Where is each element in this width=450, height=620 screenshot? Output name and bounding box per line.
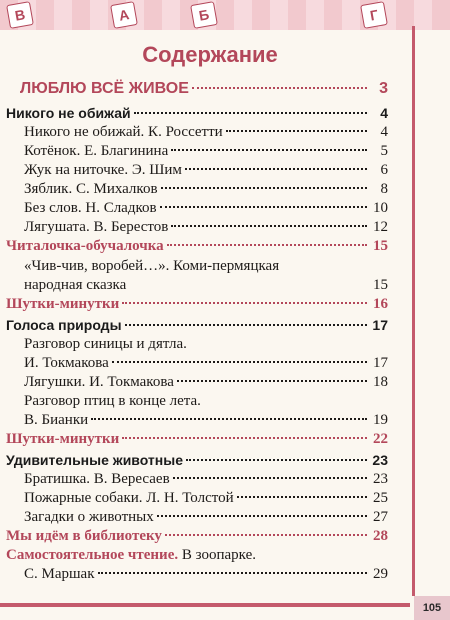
dot-leader	[91, 417, 367, 420]
letter-tile-icon: В	[6, 1, 34, 29]
toc-page: 23	[372, 452, 388, 468]
letter-tile-icon: А	[110, 1, 138, 29]
toc-pink-heading[interactable]	[6, 238, 388, 256]
dot-leader	[186, 458, 367, 461]
toc-page: 18	[373, 374, 388, 390]
toc-label: Котёнок. Е. Благинина	[24, 143, 169, 159]
toc-label: Лягушата. В. Берестов	[24, 219, 169, 235]
dot-leader	[161, 186, 367, 189]
toc-label: Никого не обижай. К. Россетти	[24, 124, 223, 140]
decorative-top-band	[0, 0, 450, 30]
toc-section-heading[interactable]	[6, 105, 388, 123]
dot-leader	[160, 205, 367, 208]
toc-label: С. Маршак	[24, 566, 95, 582]
toc-label: В зоопарке.	[178, 547, 256, 563]
toc-entry-line[interactable]: Разговор птиц в конце лета.	[24, 393, 201, 409]
toc-label: Читалочка-обучалочка	[6, 238, 164, 254]
toc-page: 19	[373, 412, 388, 428]
dot-leader	[226, 129, 367, 132]
toc-page: 17	[373, 355, 388, 371]
dot-leader	[167, 243, 367, 246]
toc-entry[interactable]	[24, 143, 388, 161]
toc-label: Лягушки. И. Токмакова	[24, 374, 174, 390]
page-frame-line	[412, 26, 415, 596]
toc-label: народная сказка	[24, 277, 127, 293]
letter-tile-icon: Г	[360, 1, 388, 29]
toc-page: 4	[380, 105, 388, 121]
toc-page: 15	[373, 277, 388, 293]
toc-page: 25	[373, 490, 388, 506]
dot-leader	[112, 360, 367, 363]
toc-pink-label: Самостоятельное чтение.	[6, 547, 179, 563]
toc-page: 17	[372, 317, 388, 333]
toc-page: 12	[373, 219, 388, 235]
toc-section-heading[interactable]	[6, 452, 388, 470]
dot-leader	[122, 436, 367, 439]
toc-page: 28	[373, 528, 388, 544]
toc-label: Мы идём в библиотеку	[6, 528, 162, 544]
toc-label: Без слов. Н. Сладков	[24, 200, 157, 216]
toc-page: 10	[373, 200, 388, 216]
dot-leader	[185, 167, 367, 170]
dot-leader	[171, 148, 367, 151]
toc-label: Пожарные собаки. Л. Н. Толстой	[24, 490, 234, 506]
toc-label: Загадки о животных	[24, 509, 154, 525]
dot-leader	[157, 514, 367, 517]
toc-page: 23	[373, 471, 388, 487]
dot-leader	[173, 476, 367, 479]
dot-leader	[237, 495, 367, 498]
toc-entry[interactable]	[24, 412, 388, 430]
dot-leader	[192, 86, 367, 89]
toc-page: 27	[373, 509, 388, 525]
toc-label: Зяблик. С. Михалков	[24, 181, 158, 197]
toc-entry[interactable]	[24, 277, 388, 295]
toc-page: 16	[373, 296, 388, 312]
toc-section-heading[interactable]	[6, 317, 388, 335]
toc-page: 3	[379, 80, 388, 97]
toc-label: В. Бианки	[24, 412, 89, 428]
toc-pink-heading[interactable]	[6, 431, 388, 449]
dot-leader	[125, 323, 367, 326]
toc-entry[interactable]	[24, 374, 388, 392]
toc-entry[interactable]	[24, 181, 388, 199]
toc-label: ЛЮБЛЮ ВСЁ ЖИВОЕ	[20, 80, 189, 97]
dot-leader	[171, 224, 367, 227]
toc-entry[interactable]	[24, 471, 388, 489]
dot-leader	[177, 379, 367, 382]
toc-entry[interactable]	[24, 509, 388, 527]
toc-entry[interactable]	[24, 200, 388, 218]
toc-label: Жук на ниточке. Э. Шим	[24, 162, 182, 178]
toc-label: Шутки-минутки	[6, 431, 120, 447]
dot-leader	[165, 533, 367, 536]
dot-leader	[122, 301, 367, 304]
toc-label: Голоса природы	[6, 317, 122, 333]
toc-label: Удивительные животные	[6, 452, 183, 468]
toc-entry[interactable]	[24, 219, 388, 237]
page-bottom-bar	[0, 603, 410, 607]
toc-entry[interactable]	[24, 566, 388, 584]
toc-pink-heading[interactable]	[6, 528, 388, 546]
toc-pink-heading[interactable]	[6, 296, 388, 314]
toc-page: 29	[373, 566, 388, 582]
toc-label: Шутки-минутки	[6, 296, 120, 312]
toc-page: 15	[373, 238, 388, 254]
toc-part-heading[interactable]	[20, 80, 388, 98]
toc-entry[interactable]	[24, 490, 388, 508]
toc-entry-line[interactable]	[6, 547, 376, 565]
toc-label: Братишка. В. Вересаев	[24, 471, 170, 487]
toc-page: 22	[373, 431, 388, 447]
toc-label: И. Токмакова	[24, 355, 109, 371]
toc-label: Никого не обижай	[6, 105, 131, 121]
toc-entry[interactable]	[24, 162, 388, 180]
toc-page: 4	[380, 124, 388, 140]
toc-page: 8	[380, 181, 388, 197]
toc-page: 5	[380, 143, 388, 159]
toc-entry-line[interactable]: «Чив-чив, воробей…». Коми-пермяцкая	[24, 258, 280, 274]
toc-page: 6	[380, 162, 388, 178]
letter-tile-icon: Б	[190, 1, 218, 29]
page-title: Содержание	[142, 42, 278, 67]
dot-leader	[98, 571, 368, 574]
page-number: 105	[414, 596, 450, 620]
toc-entry[interactable]	[24, 124, 388, 142]
toc-entry[interactable]	[24, 355, 388, 373]
toc-entry-line[interactable]: Разговор синицы и дятла.	[24, 336, 187, 352]
dot-leader	[134, 111, 367, 114]
